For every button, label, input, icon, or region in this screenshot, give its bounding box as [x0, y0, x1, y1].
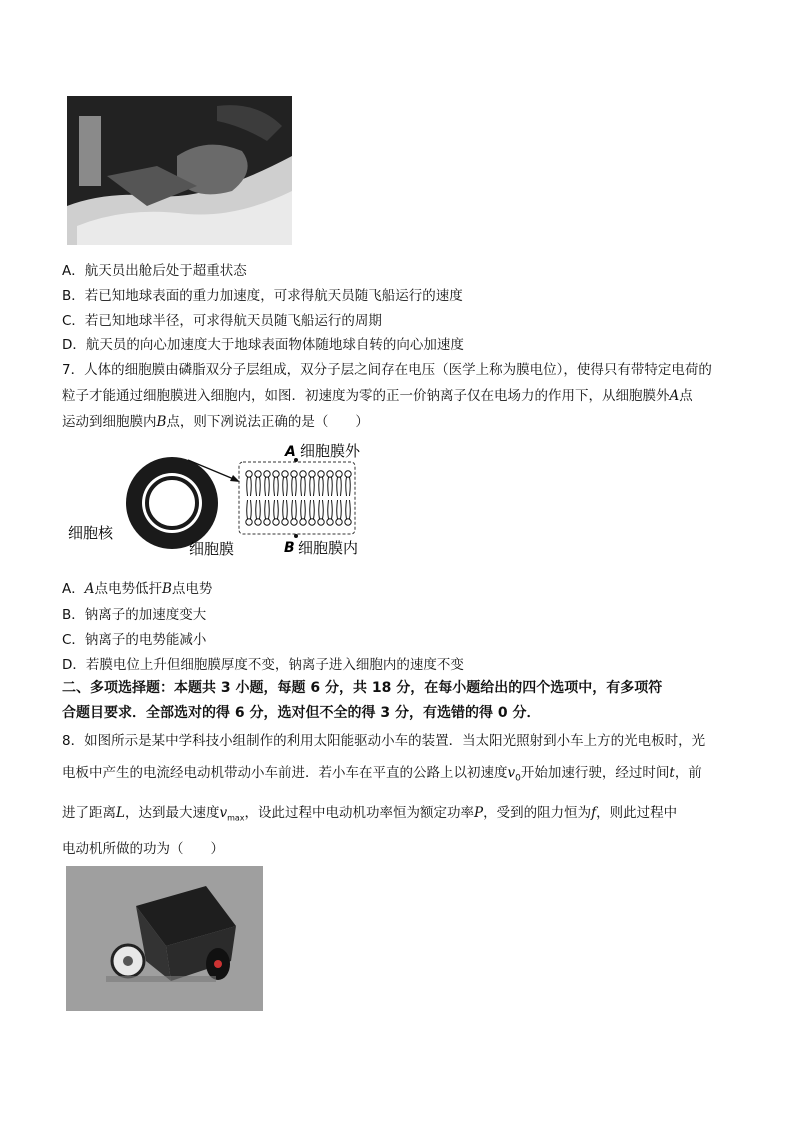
q6-option-d: D．航天员的向心加速度大于地球表面物体随地球自转的向心加速度: [62, 337, 464, 353]
solar-car-graphic: [66, 866, 263, 1011]
q8-v0-sub: 0: [515, 773, 521, 784]
lipid-head-outer: [255, 471, 261, 477]
lipid-tail-inner: [337, 500, 342, 519]
lipid-tail-outer: [292, 477, 297, 496]
label-membrane: 细胞膜: [189, 540, 235, 558]
q8-stem-line3-mid1: ，达到最大速度: [124, 805, 220, 821]
lipid-tail-outer: [283, 477, 288, 496]
q8-stem-line3-mid2: ，设此过程中电动机功率恒为额定功率: [244, 805, 475, 821]
lipid-tail-inner: [310, 500, 315, 519]
phospholipid-molecules: [246, 471, 351, 525]
q7-option-c: C．钠离子的电势能减小: [62, 632, 207, 648]
lipid-head-outer: [327, 471, 333, 477]
q8-stem-line3-mid3: ，受到的阻力恒为: [483, 805, 592, 821]
q8-stem-line2-end: ，前: [674, 765, 702, 781]
lipid-head-outer: [264, 471, 270, 477]
q7-point-a: A: [669, 388, 680, 404]
lipid-head-outer: [300, 471, 306, 477]
q8-vmax-sub: max: [227, 813, 245, 823]
q7-option-d: D．若膜电位上升但细胞膜厚度不变，钠离子进入细胞内的速度不变: [62, 657, 464, 673]
lipid-head-outer: [246, 471, 252, 477]
q7-option-a: [62, 577, 212, 597]
lipid-tail-inner: [319, 500, 324, 519]
q8-stem-line3: [62, 801, 677, 823]
section2-heading-line2: 合题目要求．全部选对的得 6 分，选对但不全的得 3 分，有选错的得 0 分．: [62, 705, 541, 721]
q8-stem-line3-end: ，则此过程中: [596, 805, 678, 821]
label-a-letter: A: [285, 444, 296, 460]
lipid-head-inner: [246, 519, 252, 525]
lipid-head-inner: [291, 519, 297, 525]
q7-option-a-letter1: A: [84, 581, 95, 597]
lipid-tail-outer: [337, 477, 342, 496]
q7-stem-line2-end: 点: [679, 388, 693, 404]
lipid-tail-outer: [328, 477, 333, 496]
lipid-tail-inner: [292, 500, 297, 519]
lipid-tail-inner: [265, 500, 270, 519]
lipid-tail-outer: [256, 477, 261, 496]
lipid-head-inner: [345, 519, 351, 525]
q8-stem-line1: 8．如图所示是某中学科技小组制作的利用太阳能驱动小车的装置．当太阳光照射到小车上方的光电板时，光: [62, 733, 706, 749]
cell-interior: [142, 473, 202, 533]
lipid-head-outer: [273, 471, 279, 477]
lipid-head-inner: [264, 519, 270, 525]
lipid-head-outer: [345, 471, 351, 477]
lipid-tail-outer: [301, 477, 306, 496]
q7-stem-line1: 7．人体的细胞膜由磷脂双分子层组成，双分子层之间存在电压（医学上称为膜电位），使得只有带特定电荷的: [62, 362, 712, 378]
q8-f: f: [591, 805, 597, 821]
lipid-head-inner: [327, 519, 333, 525]
lipid-tail-inner: [274, 500, 279, 519]
lipid-head-inner: [318, 519, 324, 525]
q6-option-a: A．航天员出舱后处于超重状态: [62, 263, 247, 279]
lipid-head-inner: [282, 519, 288, 525]
q8-stem-line2-mid: 开始加速行驶，经过时间: [520, 765, 670, 781]
lipid-tail-inner: [256, 500, 261, 519]
point-b-marker: [294, 534, 298, 538]
lipid-tail-inner: [346, 500, 351, 519]
lipid-head-inner: [273, 519, 279, 525]
q7-option-a-letter2: B: [162, 581, 172, 597]
q7-stem-line3: [62, 410, 369, 430]
lipid-head-outer: [318, 471, 324, 477]
lipid-tail-outer: [319, 477, 324, 496]
cell-membrane-diagram: [66, 440, 386, 564]
q7-option-a-suffix: 点电势: [171, 581, 213, 597]
q8-vmax: v: [219, 805, 228, 821]
label-inside: 细胞膜内: [298, 539, 359, 557]
q8-P: P: [474, 805, 484, 821]
lipid-head-inner: [336, 519, 342, 525]
q7-stem-line2-text: 粒子才能通过细胞膜进入细胞内，如图．初速度为零的正一价钠离子仅在电场力的作用下，从细胞膜外: [62, 388, 670, 404]
q8-L: L: [116, 805, 125, 821]
lipid-head-inner: [255, 519, 261, 525]
lipid-tail-outer: [265, 477, 270, 496]
q7-option-b: B．钠离子的加速度变大: [62, 607, 207, 623]
lipid-head-outer: [309, 471, 315, 477]
lipid-tail-outer: [247, 477, 252, 496]
solar-car-photo: [66, 866, 263, 1011]
q7-option-a-mid: 点电势低扞: [94, 581, 162, 597]
q6-option-b: B．若已知地球表面的重力加速度，可求得航天员随飞船运行的速度: [62, 288, 463, 304]
lipid-tail-inner: [283, 500, 288, 519]
lipid-head-outer: [291, 471, 297, 477]
astronaut-photo: [67, 96, 292, 245]
q8-stem-line4: 电动机所做的功为（ ）: [62, 841, 224, 857]
q7-option-a-prefix: A．: [62, 581, 85, 597]
lipid-tail-outer: [310, 477, 315, 496]
lipid-tail-inner: [328, 500, 333, 519]
lipid-head-outer: [336, 471, 342, 477]
q8-stem-line3-text: 进了距离: [62, 805, 116, 821]
lipid-tail-outer: [274, 477, 279, 496]
lipid-tail-inner: [301, 500, 306, 519]
label-b-letter: B: [284, 540, 295, 556]
q8-stem-line2-text: 电板中产生的电流经电动机带动小车前进．若小车在平直的公路上以初速度: [62, 765, 508, 781]
q7-point-b: B: [156, 414, 167, 430]
q8-t: t: [669, 765, 675, 781]
q6-option-c: C．若已知地球半径，可求得航天员随飞船运行的周期: [62, 313, 382, 329]
label-outside: 细胞膜外: [300, 442, 361, 460]
q7-stem-line3-text: 运动到细胞膜内: [62, 414, 157, 430]
lipid-head-inner: [300, 519, 306, 525]
lipid-tail-inner: [247, 500, 252, 519]
lipid-head-inner: [309, 519, 315, 525]
q8-stem-line2: [62, 761, 702, 784]
q8-v0: v: [507, 765, 516, 781]
q7-stem-line2: [62, 384, 693, 404]
q7-stem-line3-end: 点，则下冽说法正确的是（ ）: [166, 414, 369, 430]
astronaut-photo-graphic: [67, 96, 292, 245]
lipid-tail-outer: [346, 477, 351, 496]
label-nucleus: 细胞核: [68, 524, 114, 542]
section2-heading-line1: 二、多项选择题：本题共 3 小题，每题 6 分，共 18 分，在每小题给出的四个选项中，有多项符: [62, 680, 663, 696]
lipid-head-outer: [282, 471, 288, 477]
